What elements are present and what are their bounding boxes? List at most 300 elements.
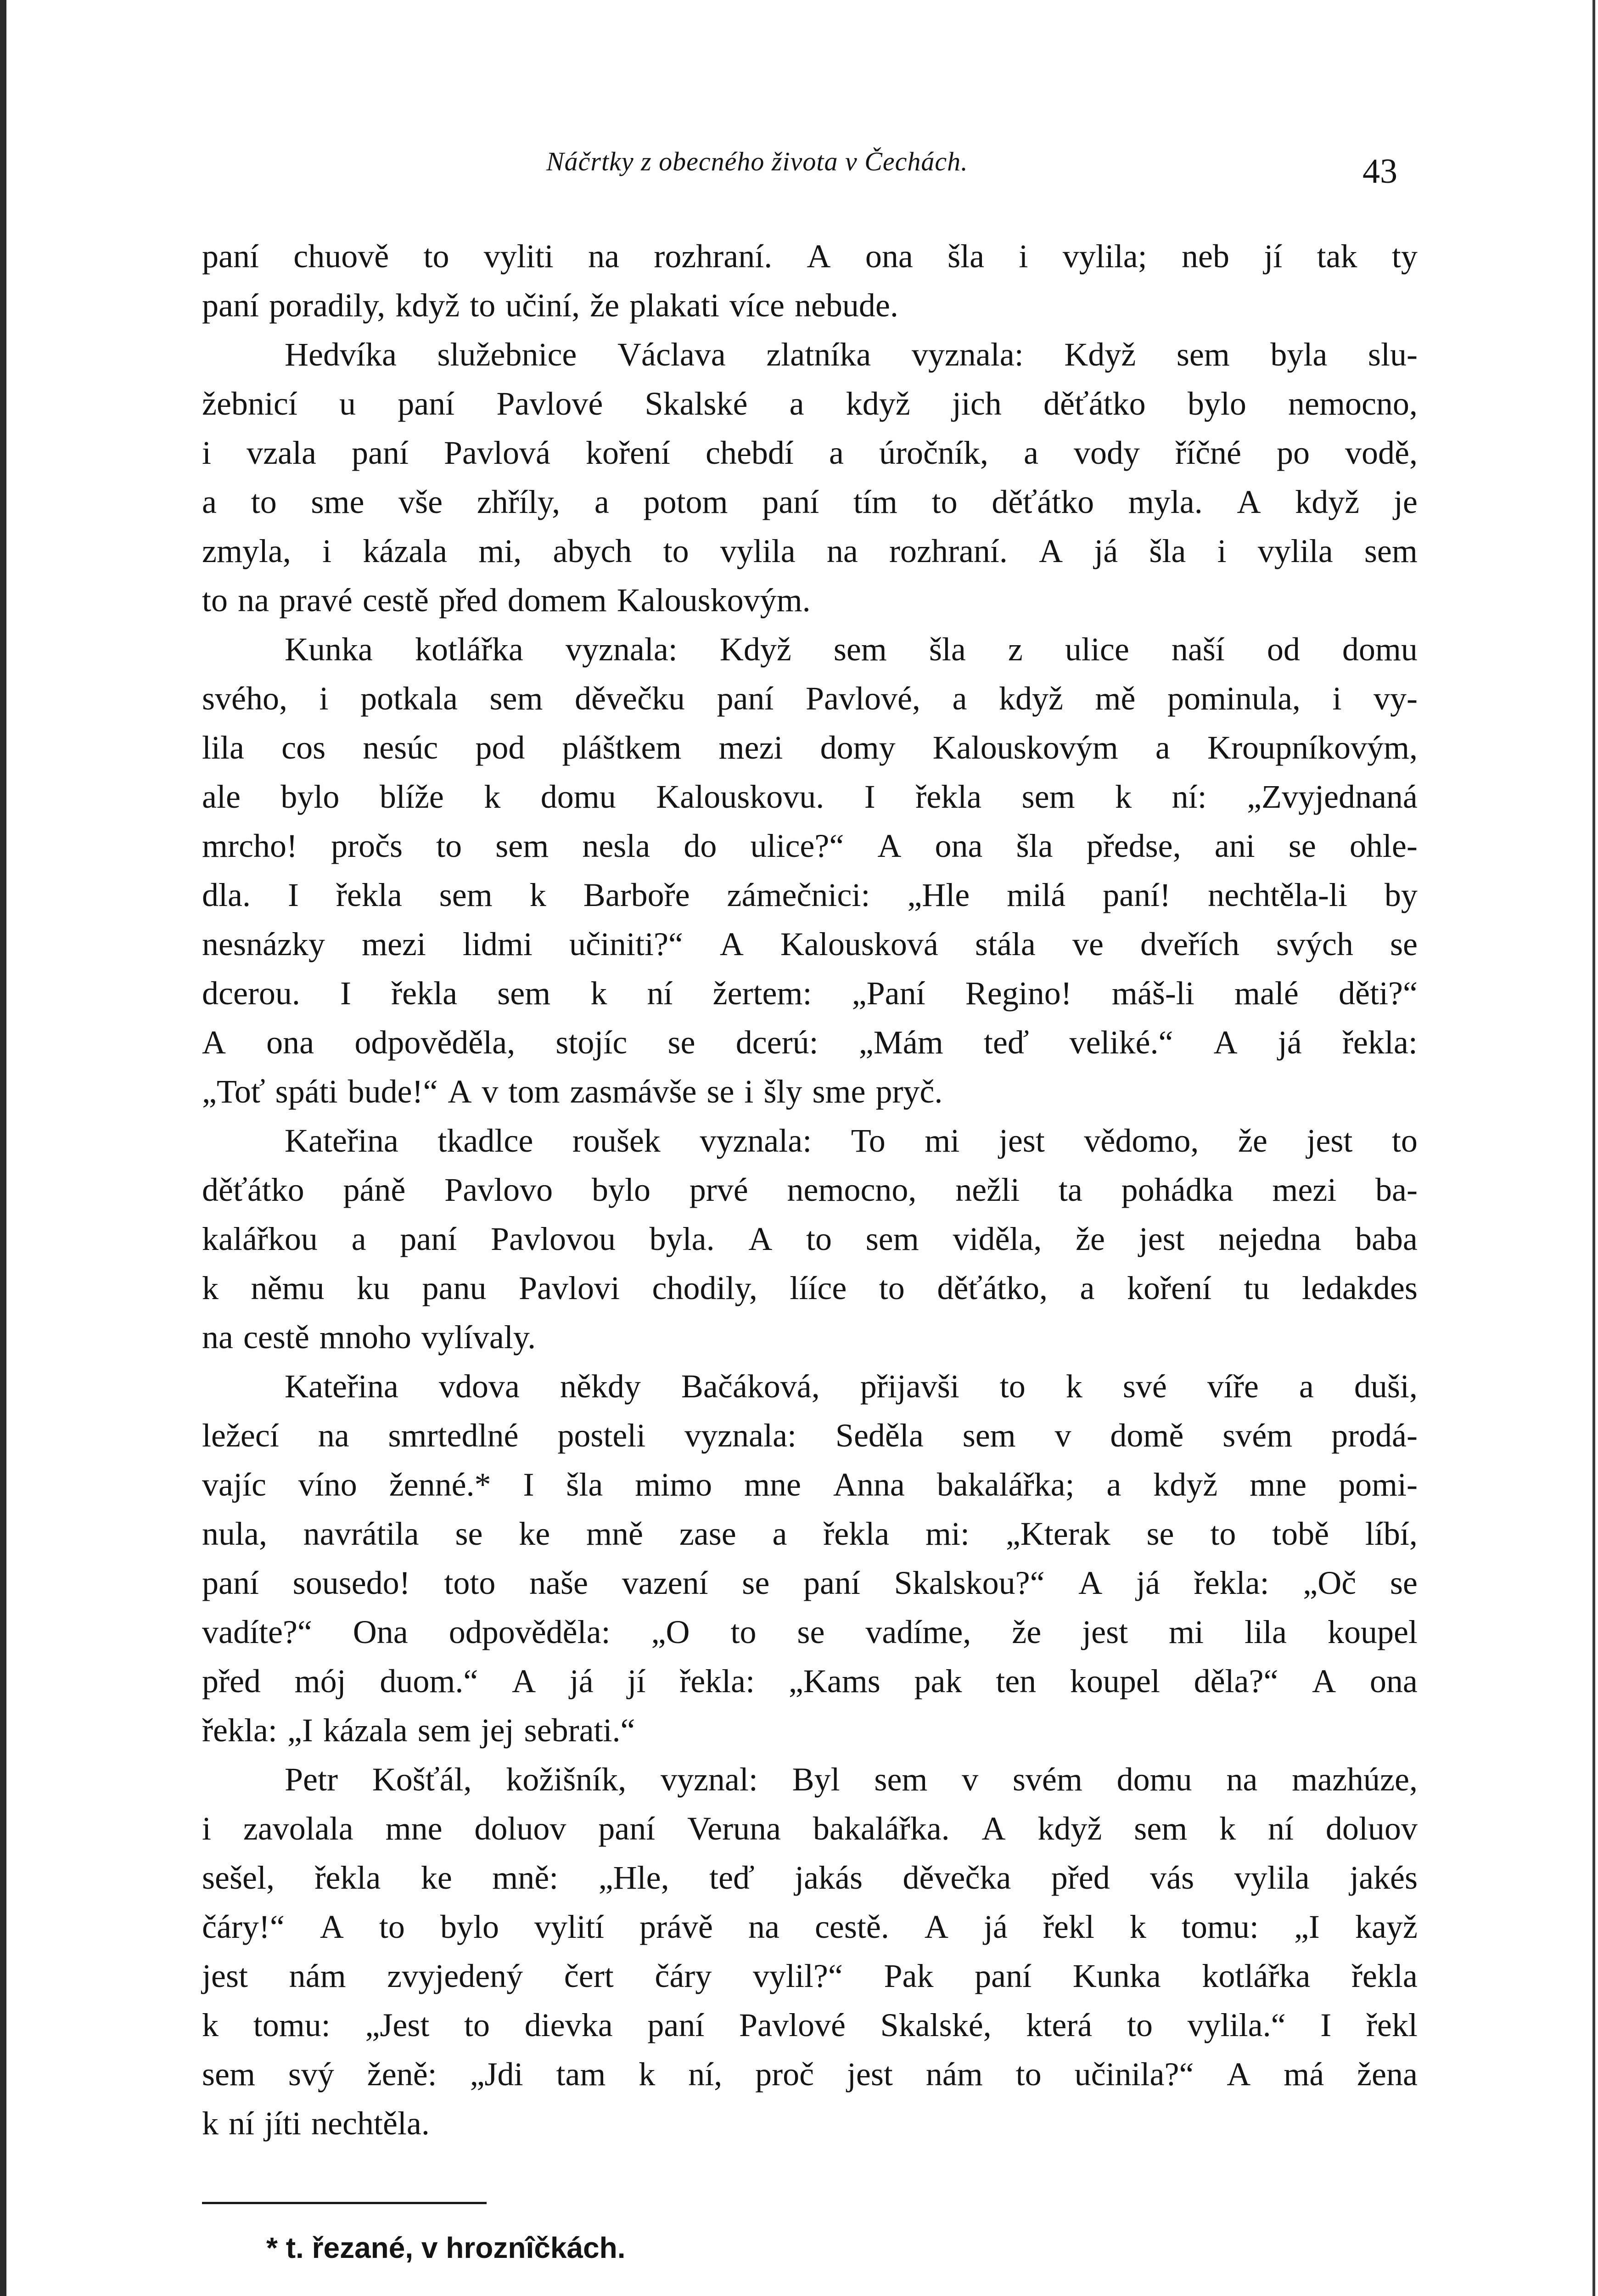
word: pomi- xyxy=(1338,1466,1418,1503)
word: a xyxy=(1106,1466,1121,1503)
word: Pavlové xyxy=(739,2007,846,2043)
word: navrátila xyxy=(303,1515,419,1552)
word: I xyxy=(523,1466,534,1503)
word: k xyxy=(639,2056,656,2093)
word: na xyxy=(318,1417,349,1454)
word: vyznal: xyxy=(660,1761,758,1798)
word: Kateřina xyxy=(285,1122,398,1159)
word: „Toť xyxy=(202,1073,265,1110)
word: na xyxy=(826,533,858,569)
page-number: 43 xyxy=(1363,152,1397,191)
word: svý xyxy=(288,2056,334,2093)
word: k xyxy=(1129,1908,1146,1945)
word: zavolala xyxy=(243,1810,353,1847)
word: domu xyxy=(1116,1761,1192,1798)
word: více xyxy=(729,287,785,324)
word: pryč. xyxy=(875,1073,943,1110)
word: A xyxy=(719,926,744,962)
word: spáti xyxy=(275,1073,338,1110)
word: vy- xyxy=(1373,680,1418,717)
text-line xyxy=(202,281,1418,330)
word: páně xyxy=(343,1171,406,1208)
word: Pavlové xyxy=(496,385,603,422)
word: já xyxy=(1278,1024,1302,1061)
word: prvé xyxy=(689,1171,748,1208)
word: k xyxy=(529,877,546,913)
word: vyznala: xyxy=(700,1122,812,1159)
word: řekla xyxy=(1351,1958,1418,1994)
word: já xyxy=(569,1663,594,1699)
word: vzala xyxy=(247,434,316,471)
text-line xyxy=(202,2099,1418,2148)
word: odpověděla, xyxy=(354,1024,516,1061)
word: a xyxy=(789,385,804,422)
text-line xyxy=(202,1018,1418,1067)
word: já xyxy=(983,1908,1008,1945)
word: A xyxy=(1213,1024,1238,1061)
word: naše xyxy=(529,1564,589,1601)
word: sebrati.“ xyxy=(524,1712,635,1749)
word: od xyxy=(1267,631,1300,668)
text-line xyxy=(202,1755,1418,1804)
word: pláštkem xyxy=(562,729,682,766)
word: já xyxy=(1136,1564,1160,1601)
word: Kunka xyxy=(285,631,373,668)
word: veliké.“ xyxy=(1069,1024,1173,1061)
word: Kroupníkovým, xyxy=(1207,729,1418,766)
word: na xyxy=(202,1319,233,1356)
word: Pak xyxy=(884,1958,934,1994)
word: rozhraní. xyxy=(889,533,1008,569)
word: nemocno, xyxy=(787,1171,917,1208)
word: pod xyxy=(475,729,525,766)
word: A xyxy=(448,1073,472,1110)
word: mne xyxy=(1250,1466,1307,1503)
word: líbí, xyxy=(1365,1515,1418,1552)
word: i xyxy=(322,533,332,569)
word: paní xyxy=(598,1810,656,1847)
word: dievka xyxy=(524,2007,613,2043)
word: vylívaly. xyxy=(421,1319,536,1356)
word: domu xyxy=(1342,631,1418,668)
word: i xyxy=(1217,533,1227,569)
word: dveřích xyxy=(1140,926,1239,962)
word: jest xyxy=(1306,1122,1353,1159)
word: vody xyxy=(1073,434,1140,471)
word: nám xyxy=(289,1958,346,1994)
word: k xyxy=(202,1270,219,1306)
text-line xyxy=(202,625,1418,674)
word: rozhraní. xyxy=(654,238,773,275)
text-line xyxy=(202,822,1418,871)
word: i xyxy=(202,434,212,471)
word: domě xyxy=(1110,1417,1184,1454)
word: mi, xyxy=(478,533,522,569)
word: to xyxy=(999,1368,1026,1405)
word: Košťál, xyxy=(372,1761,472,1798)
word: I xyxy=(340,975,352,1012)
word: stála xyxy=(975,926,1036,962)
word: se xyxy=(1146,1515,1174,1552)
word: tu xyxy=(1244,1270,1270,1306)
word: proč xyxy=(755,2056,814,2093)
word: koření xyxy=(586,434,670,471)
word: děťátko xyxy=(202,1171,304,1208)
word: kayž xyxy=(1355,1908,1418,1945)
word: vazení xyxy=(622,1564,708,1601)
word: žena xyxy=(1357,2056,1418,2093)
word: ulice?“ xyxy=(750,827,844,864)
word: děti?“ xyxy=(1339,975,1418,1012)
text-line xyxy=(202,1657,1418,1706)
word: čert xyxy=(564,1958,614,1994)
word: Barboře xyxy=(583,877,690,913)
word: šla xyxy=(948,238,985,275)
word: řekl xyxy=(1366,2007,1418,2043)
word: služebnice xyxy=(437,336,577,373)
word: se xyxy=(797,1614,825,1650)
text-line xyxy=(202,1067,1418,1116)
word: svého, xyxy=(202,680,287,717)
word: když xyxy=(1295,484,1360,520)
word: učiní, xyxy=(505,287,580,324)
word: sem xyxy=(417,1712,471,1749)
text-line xyxy=(202,1264,1418,1313)
word: nejedna xyxy=(1218,1221,1322,1257)
word: byla xyxy=(1270,336,1328,373)
word: vylití xyxy=(534,1908,604,1945)
word: chuově xyxy=(293,238,389,275)
word: k xyxy=(590,975,607,1012)
word: na xyxy=(1226,1761,1258,1798)
word: kalářkou xyxy=(202,1221,318,1257)
word: učiniti?“ xyxy=(569,926,683,962)
word: „Mám xyxy=(858,1024,943,1061)
word: to xyxy=(1015,2056,1042,2093)
word: bylo xyxy=(1187,385,1246,422)
word: dcerou. xyxy=(202,975,300,1012)
word: nechtěla. xyxy=(311,2105,430,2142)
word: tomu: xyxy=(1181,1908,1259,1945)
text-line xyxy=(202,330,1418,379)
word: paní xyxy=(762,484,819,520)
text-line xyxy=(202,1411,1418,1460)
word: teď xyxy=(709,1859,755,1896)
word: na xyxy=(588,238,620,275)
word: zase xyxy=(679,1515,736,1552)
word: sme xyxy=(311,484,364,520)
word: děťátko, xyxy=(937,1270,1048,1306)
word: A xyxy=(1039,533,1063,569)
footnote: * t. řezané, v hroznîčkách. xyxy=(266,2231,626,2264)
word: ty xyxy=(1391,238,1418,275)
word: němu xyxy=(251,1270,325,1306)
text-line xyxy=(202,1804,1418,1853)
word: ve xyxy=(1072,926,1104,962)
word: smrtedlné xyxy=(388,1417,519,1454)
word: Pavlové, xyxy=(805,680,920,717)
word: to xyxy=(730,1614,757,1650)
word: tom xyxy=(508,1073,560,1110)
text-line xyxy=(202,1116,1418,1165)
word: teď xyxy=(983,1024,1029,1061)
word: ke xyxy=(421,1859,452,1896)
word: A xyxy=(1227,2056,1251,2093)
word: sem xyxy=(1364,533,1418,569)
word: tobě xyxy=(1272,1515,1329,1552)
text-line xyxy=(202,1509,1418,1559)
word: malé xyxy=(1234,975,1299,1012)
word: A xyxy=(1312,1663,1336,1699)
word: učinila?“ xyxy=(1074,2056,1194,2093)
word: ta xyxy=(1058,1171,1082,1208)
word: Skalskou?“ xyxy=(894,1564,1045,1601)
word: je xyxy=(1393,484,1418,520)
word: řekla: xyxy=(1342,1024,1418,1061)
word: ten xyxy=(996,1663,1037,1699)
word: Kateřina xyxy=(285,1368,398,1405)
word: řekl xyxy=(1043,1908,1094,1945)
word: a xyxy=(829,434,844,471)
word: ona xyxy=(865,238,913,275)
word: se xyxy=(1390,926,1418,962)
word: „Jdi xyxy=(470,2056,523,2093)
word: „Jest xyxy=(365,2007,430,2043)
footnote-divider xyxy=(202,2202,487,2204)
word: vadíme, xyxy=(865,1614,971,1650)
word: Kalouskovým. xyxy=(617,582,811,619)
word: cestě xyxy=(243,1319,309,1356)
word: a xyxy=(351,1221,366,1257)
word: to xyxy=(1127,2007,1153,2043)
word: Kalouskovým xyxy=(932,729,1118,766)
word: sem xyxy=(874,1761,928,1798)
word: A xyxy=(1237,484,1261,520)
word: mezi xyxy=(361,926,426,962)
word: že xyxy=(1012,1614,1042,1650)
word: A xyxy=(807,238,831,275)
word: vadíte?“ xyxy=(202,1614,312,1650)
word: „Zvyjednaná xyxy=(1247,778,1418,815)
text-line xyxy=(202,920,1418,969)
word: to xyxy=(806,1221,832,1257)
word: když xyxy=(1037,1810,1102,1847)
word: vyznala: xyxy=(911,336,1024,373)
word: děvečku xyxy=(575,680,685,717)
word: duom.“ xyxy=(380,1663,478,1699)
word: paní xyxy=(717,680,774,717)
word: koupel xyxy=(1327,1614,1418,1650)
word: chebdí xyxy=(706,434,794,471)
text-line xyxy=(202,1460,1418,1509)
word: I xyxy=(287,877,299,913)
word: mi: xyxy=(925,1515,970,1552)
text-line xyxy=(202,1362,1418,1411)
word: i xyxy=(202,1810,212,1847)
word: Pavlová xyxy=(444,434,550,471)
word: domem xyxy=(507,582,607,619)
word: paní xyxy=(202,238,259,275)
word: řekla xyxy=(391,975,458,1012)
word: zasmávše xyxy=(570,1073,697,1110)
word: sem xyxy=(962,1417,1016,1454)
word: se xyxy=(1390,1564,1418,1601)
word: „I xyxy=(1294,1908,1320,1945)
word: tím xyxy=(853,484,897,520)
word: ulice xyxy=(1065,631,1129,668)
word: domy xyxy=(820,729,896,766)
word: má xyxy=(1284,2056,1324,2093)
text-line xyxy=(202,1706,1418,1755)
word: sem xyxy=(495,827,549,864)
word: to xyxy=(879,1270,905,1306)
word: nám xyxy=(925,2056,983,2093)
word: se xyxy=(706,1073,735,1110)
word: a xyxy=(1023,434,1038,471)
word: řekla xyxy=(314,1859,381,1896)
word: domu xyxy=(540,778,616,815)
word: někdy xyxy=(560,1368,641,1405)
word: A xyxy=(320,1908,344,1945)
word: koupel xyxy=(1070,1663,1160,1699)
word: řekla: xyxy=(1194,1564,1269,1601)
word: naší xyxy=(1171,631,1225,668)
word: když xyxy=(395,287,460,324)
word: a xyxy=(952,680,967,717)
word: úročník, xyxy=(879,434,988,471)
text-line xyxy=(202,1215,1418,1264)
word: před xyxy=(1051,1859,1110,1896)
word: ní xyxy=(229,2105,255,2142)
word: Pavlovo xyxy=(444,1171,553,1208)
word: řekla xyxy=(823,1515,890,1552)
word: to xyxy=(436,827,462,864)
word: I xyxy=(1320,2007,1332,2043)
word: děla?“ xyxy=(1194,1663,1278,1699)
word: ke xyxy=(519,1515,550,1552)
word: nechtěla-li xyxy=(1208,877,1347,913)
word: Hedvíka xyxy=(285,336,397,373)
word: kotlářka xyxy=(415,631,523,668)
word: čáry xyxy=(655,1958,712,1994)
word: do xyxy=(684,827,717,864)
word: to xyxy=(1391,1122,1418,1159)
word: žertem: xyxy=(712,975,812,1012)
word: přijavši xyxy=(860,1368,959,1405)
word: vodě, xyxy=(1345,434,1418,471)
word: vás xyxy=(1150,1859,1194,1896)
word: Anna xyxy=(833,1466,905,1503)
word: posteli xyxy=(557,1417,646,1454)
word: prodá- xyxy=(1331,1417,1418,1454)
word: pohádka xyxy=(1121,1171,1234,1208)
text-line xyxy=(202,527,1418,576)
word: v xyxy=(962,1761,979,1798)
word: to xyxy=(1210,1515,1236,1552)
word: šly xyxy=(763,1073,802,1110)
word: roušek xyxy=(572,1122,661,1159)
word: pravé xyxy=(279,582,353,619)
word: A xyxy=(748,1221,773,1257)
word: jakás xyxy=(795,1859,863,1896)
word: „Kterak xyxy=(1005,1515,1110,1552)
word: ležecí xyxy=(202,1417,279,1454)
word: víře xyxy=(1207,1368,1259,1405)
word: ledakdes xyxy=(1302,1270,1418,1306)
word: ona xyxy=(266,1024,314,1061)
word: chodily, xyxy=(652,1270,757,1306)
word: mimo xyxy=(635,1466,712,1503)
word: lííce xyxy=(790,1270,847,1306)
text-line xyxy=(202,969,1418,1018)
word: řekla xyxy=(336,877,402,913)
word: jí xyxy=(1264,238,1283,275)
word: bylo xyxy=(280,778,340,815)
word: i xyxy=(1019,238,1028,275)
word: viděla, xyxy=(953,1221,1042,1257)
word: paní! xyxy=(1103,877,1171,913)
word: mne xyxy=(385,1810,443,1847)
word: mne xyxy=(744,1466,802,1503)
word: dcerú: xyxy=(735,1024,819,1061)
word: mój xyxy=(294,1663,346,1699)
word: víno xyxy=(298,1466,357,1503)
word: Skalské, xyxy=(880,2007,992,2043)
word: a xyxy=(1080,1270,1095,1306)
word: plakati xyxy=(629,287,720,324)
word: šla xyxy=(566,1466,603,1503)
word: k xyxy=(202,2007,219,2043)
word: koření xyxy=(1127,1270,1211,1306)
word: blíže xyxy=(379,778,444,815)
word: děťátko xyxy=(1043,385,1146,422)
word: neb xyxy=(1181,238,1229,275)
word: A xyxy=(202,1024,226,1061)
word: že xyxy=(1238,1122,1267,1159)
word: bylo xyxy=(440,1908,499,1945)
text-line xyxy=(202,428,1418,478)
word: řekla xyxy=(915,778,982,815)
text-line xyxy=(202,478,1418,527)
word: jest xyxy=(1082,1614,1128,1650)
word: jej xyxy=(481,1712,514,1749)
word: tomu: xyxy=(253,2007,331,2043)
word: „Hle, xyxy=(598,1859,669,1896)
word: pročs xyxy=(331,827,403,864)
word: sem xyxy=(202,2056,255,2093)
word: sme xyxy=(812,1073,866,1110)
word: své xyxy=(1122,1368,1167,1405)
word: doluov xyxy=(1325,1810,1418,1847)
word: I xyxy=(864,778,875,815)
word: zhříly, xyxy=(477,484,561,520)
word: „Paní xyxy=(852,975,925,1012)
word: vylila; xyxy=(1062,238,1147,275)
word: k xyxy=(1219,1810,1236,1847)
word: nesúc xyxy=(363,729,438,766)
word: stojíc xyxy=(555,1024,628,1061)
word: bude!“ xyxy=(348,1073,438,1110)
word: kázala xyxy=(323,1712,408,1749)
word: paní xyxy=(398,385,455,422)
word: mně xyxy=(586,1515,643,1552)
word: jest xyxy=(998,1122,1045,1159)
word: mi xyxy=(1169,1614,1204,1650)
word: když xyxy=(1153,1466,1218,1503)
word: paní xyxy=(400,1221,457,1257)
word: vylila xyxy=(720,533,796,569)
word: sem xyxy=(489,680,543,717)
